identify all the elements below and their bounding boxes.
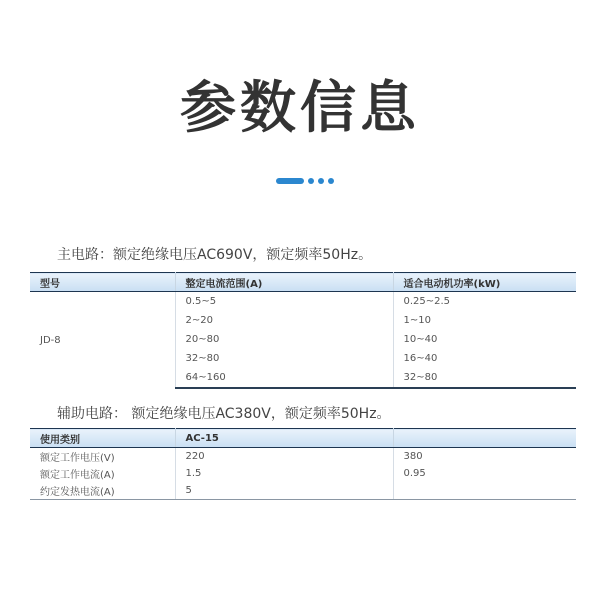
current-range-cell: 2~20 bbox=[175, 311, 393, 330]
power-cell: 32~80 bbox=[393, 368, 576, 388]
table-row bbox=[30, 482, 576, 500]
value-cell: 380 bbox=[403, 451, 423, 462]
divider-dot bbox=[318, 178, 324, 184]
model-cell: JD-8 bbox=[30, 292, 175, 389]
power-cell: 0.25~2.5 bbox=[403, 296, 451, 307]
power-cell: 1~10 bbox=[403, 315, 431, 326]
aux-circuit-table bbox=[30, 428, 576, 500]
value-cell: 220 bbox=[175, 448, 393, 466]
aux-circuit-note: 辅助电路： 额定绝缘电压AC380V，额定频率50Hz。 bbox=[57, 406, 391, 422]
current-range-cell: 32~80 bbox=[175, 349, 393, 368]
table-header-row bbox=[30, 429, 576, 448]
current-range-cell: 0.5~5 bbox=[175, 292, 393, 312]
divider-dot bbox=[308, 178, 314, 184]
row-label: 额定工作电流(A) bbox=[30, 465, 175, 482]
table-header-row bbox=[30, 273, 576, 292]
table-row bbox=[30, 448, 576, 466]
header-ac15: AC-15 bbox=[175, 429, 393, 448]
value-cell bbox=[393, 482, 576, 500]
header-usage-category: 使用类别 bbox=[30, 429, 175, 448]
row-label: 约定发热电流(A) bbox=[30, 482, 175, 500]
header-motor-power: 适合电动机功率(kW) bbox=[393, 273, 576, 292]
table-row bbox=[30, 465, 576, 482]
page-title: 参数信息 bbox=[180, 76, 420, 141]
divider-dot bbox=[328, 178, 334, 184]
value-cell: 0.95 bbox=[403, 468, 426, 479]
main-circuit-note: 主电路：额定绝缘电压AC690V，额定频率50Hz。 bbox=[57, 247, 373, 263]
header-current-range: 整定电流范围(A) bbox=[175, 273, 393, 292]
row-label: 额定工作电压(V) bbox=[30, 448, 175, 466]
table-row bbox=[30, 292, 576, 312]
title-divider-dots bbox=[276, 177, 334, 185]
value-cell: 5 bbox=[175, 482, 393, 500]
current-range-cell: 64~160 bbox=[175, 368, 393, 388]
header-model: 型号 bbox=[30, 273, 175, 292]
current-range-cell: 20~80 bbox=[175, 330, 393, 349]
power-cell: 10~40 bbox=[403, 334, 438, 345]
header-empty bbox=[393, 429, 576, 448]
main-circuit-table bbox=[30, 272, 576, 389]
value-cell: 1.5 bbox=[175, 465, 393, 482]
divider-bar bbox=[276, 178, 304, 184]
power-cell: 16~40 bbox=[403, 353, 438, 364]
